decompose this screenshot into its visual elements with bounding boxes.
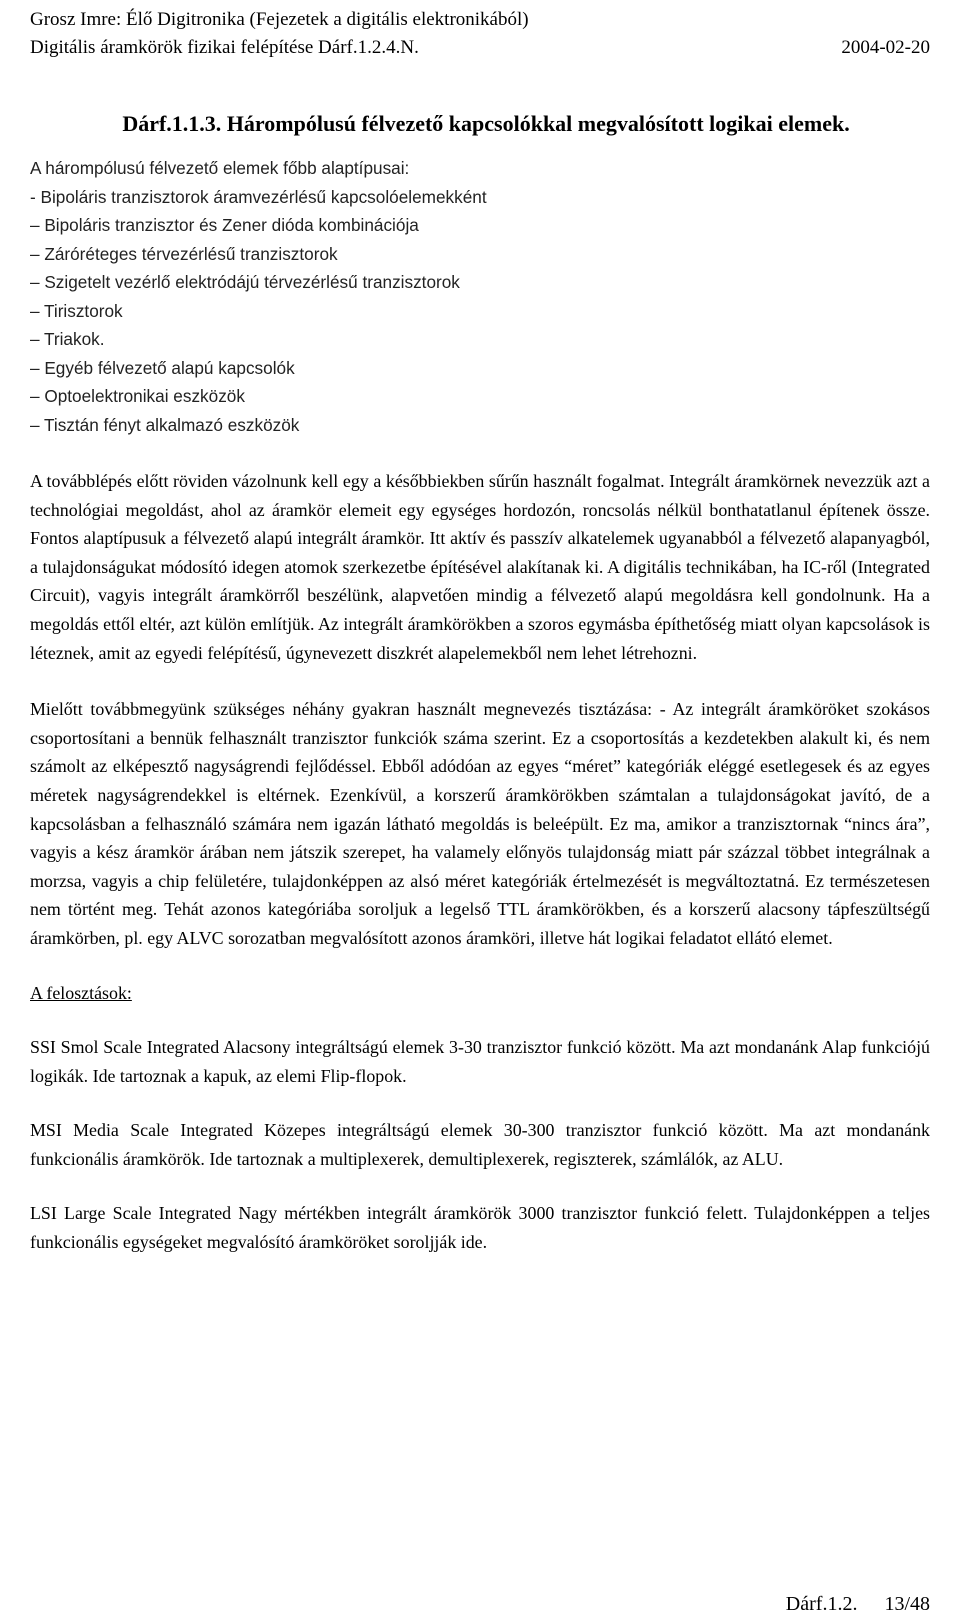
header-date: 2004-02-20 bbox=[841, 37, 930, 58]
header-chapter-line bbox=[30, 34, 930, 62]
list-item: – Triakok. bbox=[30, 329, 105, 349]
footer-section: Dárf.1.2. bbox=[785, 1593, 858, 1615]
list-item: - Bipoláris tranzisztorok áramvezérlésű kapcsolóelemekként bbox=[30, 186, 487, 207]
header-chapter: Digitális áramkörök fizikai felépítése Dárf.1.2.4.N. bbox=[30, 37, 419, 58]
list-item: – Egyéb félvezető alapú kapcsolók bbox=[30, 357, 295, 378]
paragraph-integrated-circuit: A továbblépés előtt röviden vázolnunk kell egy a későbbiekben sűrűn használt fogalmat. Integrált áramkörnek nevezzük azt a technológiai megoldást, ahol az áramkör elemeit egy egységes hordozón, roncsolás nélkül bonthatatlanul építenek össze. Fontos alaptípusuk a félvezető alapú integrált áramkör. Itt aktív és passzív alkatelemek ugyanabból a félvezető alapanyagból, a tulajdonságukat módosító idegen atomok szerkezetbe építésével alakítanak ki. A digitális technikában, ha IC-ről (Integrated Circuit), vagyis integrált áramkörről beszélünk, alapvetően mindig a félvezető alapú megoldásra kell gondolnunk. Ha a megoldás ettől eltér, azt külön említjük. Az integrált áramkörökben a szoros egymásba építhetőség miatt olyan kapcsolások is léteznek, amit az egyedi felépítésű, úgynevezett diszkrét alapelemekből nem lehet létrehozni. bbox=[30, 471, 930, 663]
list-item: – Optoelektronikai eszközök bbox=[30, 386, 245, 406]
page-footer bbox=[786, 1590, 930, 1618]
paragraph-lsi: LSI Large Scale Integrated Nagy mértékben integrált áramkörök 3000 tranzisztor funkció felett. Tulajdonképpen a teljes funkcionális egységeket megvalósító áramköröket soroljják ide. bbox=[30, 1203, 930, 1253]
list-intro: A hárompólusú félvezető elemek főbb alaptípusai: bbox=[30, 158, 410, 178]
list-item: – Tirisztorok bbox=[30, 300, 123, 321]
header-book-title: Grosz Imre: Élő Digitronika (Fejezetek a digitális elektronikából) bbox=[30, 9, 529, 30]
paragraph-msi: MSI Media Scale Integrated Közepes integráltságú elemek 30-300 tranzisztor funkció között. Ma azt mondanánk funkcionális áramkörök. Ide tartoznak a multiplexerek, demultiplexerek, regiszterek, számlálók, az ALU. bbox=[30, 1120, 930, 1169]
section-title: Dárf.1.1.3. Hárompólusú félvezető kapcsolókkal megvalósított logikai elemek. bbox=[122, 111, 850, 136]
list-item: – Szigetelt vezérlő elektródájú térvezérlésű tranzisztorok bbox=[30, 272, 460, 292]
subheading-classifications: A felosztások: bbox=[30, 982, 132, 1003]
list-item: – Záróréteges térvezérlésű tranzisztorok bbox=[30, 243, 338, 264]
document-page bbox=[30, 6, 930, 1257]
paragraph-ssi: SSI Smol Scale Integrated Alacsony integráltságú elemek 3-30 tranzisztor funkció között. Ma azt mondanánk Alap funkciójú logikák. Ide tartoznak a kapuk, az elemi Flip-flopok. bbox=[30, 1037, 930, 1086]
paragraph-terminology: Mielőtt továbbmegyünk szükséges néhány gyakran használt megnevezés tisztázása: - Az integrált áramköröket szokásos csoportosítani a bennük felhasznált tranzisztor funkciók száma szerint. Ez a csoportosítás a kezdetekben alakult ki, és nem számolt az elképesztő nagyságrendi fejlődéssel. Ebből adódóan az egyes “méret” kategóriák eléggé esetlegesek és az egyes méretek nagyságrendekkel is eltérnek. Ezenkívül, a korszerű áramkörökben számtalan a tulajdonságokat javító, de a kapcsolásban a felhasználó számára nem igazán látható megoldás is beleépült. Ez ma, amikor a tranzisztornak “nincs ára”, vagyis a kész áramkör árában nem játszik szerepet, ha valamely előnyös tulajdonság miatt pár százzal többet integrálnak a morzsa, vagyis a chip felületére, tulajdonképpen az alsó méret kategóriák értelmezését is megváltoztatná. Ez természetesen nem történt meg. Tehát azonos kategóriába soroljuk a legelső TTL áramkörökben, és a korszerű alacsony tápfeszültségű áramkörben, pl. egy ALVC sorozatban megvalósított azonos áramköri, illetve hát logikai feladatot ellátó elemet. bbox=[30, 699, 930, 948]
list-item: – Bipoláris tranzisztor és Zener dióda kombinációja bbox=[30, 215, 419, 235]
list-item: – Tisztán fényt alkalmazó eszközök bbox=[30, 414, 300, 435]
transistor-type-list bbox=[30, 154, 930, 439]
page-number: 13/48 bbox=[884, 1593, 930, 1615]
